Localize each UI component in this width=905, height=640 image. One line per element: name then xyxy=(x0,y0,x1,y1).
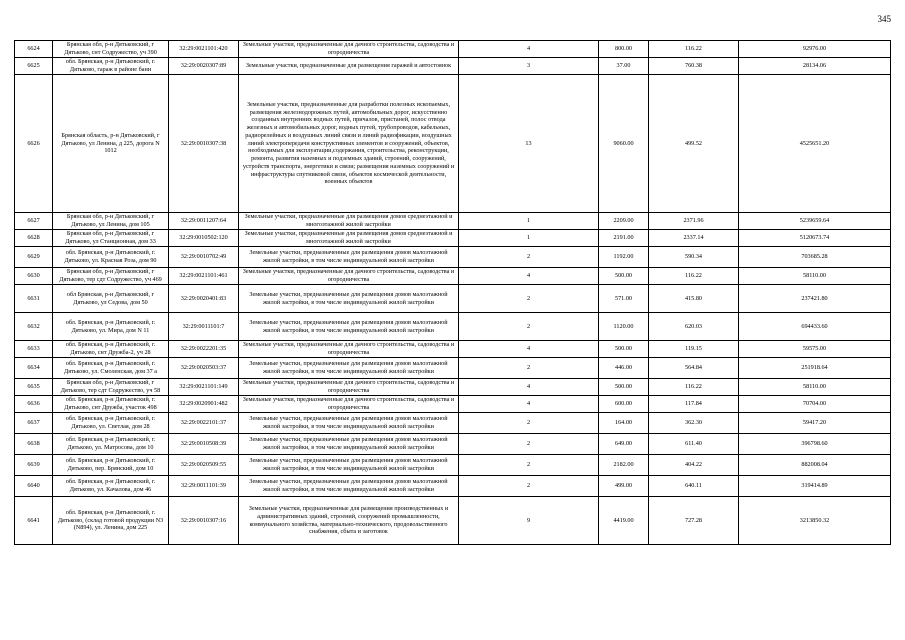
specific-value-cell: 640.11 xyxy=(649,476,739,497)
land-use-cell: Земельные участки, предназначенные для дачного строительства, садоводства и огородничества xyxy=(239,341,459,358)
group-cell: 2 xyxy=(459,455,599,476)
cadastral-value-cell: 4525651.20 xyxy=(739,75,891,213)
area-cell: 500.00 xyxy=(599,341,649,358)
specific-value-cell: 415.80 xyxy=(649,285,739,313)
cadastral-value-cell: 5120673.74 xyxy=(739,230,891,247)
address-cell: обл. Брянская, р-н Дятьковский, г. Дятьково, ул. Матросова, дом 10 xyxy=(53,434,169,455)
specific-value-cell: 362.30 xyxy=(649,413,739,434)
row-number: 6641 xyxy=(15,497,53,545)
row-number: 6639 xyxy=(15,455,53,476)
land-use-cell: Земельные участки, предназначенные для размещения домов малоэтажной жилой застройки, в том числе индивидуальной жилой застройки xyxy=(239,476,459,497)
group-cell: 2 xyxy=(459,247,599,268)
specific-value-cell: 2337.14 xyxy=(649,230,739,247)
address-cell: Брянская обл, р-н Дятьковский, г Дятьково, тер сдт Содружество, уч 469 xyxy=(53,268,169,285)
table-row xyxy=(15,455,891,476)
cadastral-number-cell: 32:29:0020503:37 xyxy=(169,358,239,379)
area-cell: 446.00 xyxy=(599,358,649,379)
land-use-cell: Земельные участки, предназначенные для размещения домов среднеэтажной и многоэтажной жилой застройки xyxy=(239,230,459,247)
area-cell: 1192.00 xyxy=(599,247,649,268)
cadastral-value-cell: 3213850.32 xyxy=(739,497,891,545)
address-cell: обл. Брянская, р-н Дятьковский, г. Дятьково, ул. Смоленская, дом 37 а xyxy=(53,358,169,379)
specific-value-cell: 117.84 xyxy=(649,396,739,413)
group-cell: 2 xyxy=(459,413,599,434)
specific-value-cell: 760.38 xyxy=(649,58,739,75)
cadastral-value-cell: 319414.89 xyxy=(739,476,891,497)
group-cell: 9 xyxy=(459,497,599,545)
cadastral-number-cell: 32:29:0011101:39 xyxy=(169,476,239,497)
row-number: 6625 xyxy=(15,58,53,75)
address-cell: обл Брянская, р-н Дятьковский, г Дятьково, ул Седова, дом 50 xyxy=(53,285,169,313)
cadastral-number-cell: 32:29:0022201:35 xyxy=(169,341,239,358)
specific-value-cell: 404.22 xyxy=(649,455,739,476)
area-cell: 164.00 xyxy=(599,413,649,434)
cadastral-value-cell: 251918.64 xyxy=(739,358,891,379)
cadastral-value-cell: 882008.04 xyxy=(739,455,891,476)
land-use-cell: Земельные участки, предназначенные для дачного строительства, садоводства и огородничества xyxy=(239,41,459,58)
cadastral-value-cell: 92976.00 xyxy=(739,41,891,58)
group-cell: 3 xyxy=(459,58,599,75)
row-number: 6638 xyxy=(15,434,53,455)
group-cell: 2 xyxy=(459,476,599,497)
table-row xyxy=(15,497,891,545)
area-cell: 500.00 xyxy=(599,268,649,285)
cadastral-number-cell: 32:29:0022101:37 xyxy=(169,413,239,434)
address-cell: обл. Брянская, р-н Дятьковский, г. Дятьково, ул. Светлая, дом 28 xyxy=(53,413,169,434)
address-cell: обл. Брянская, р-н Дятьковский, г. Дятьково, пер. Брянский, дом 10 xyxy=(53,455,169,476)
row-number: 6630 xyxy=(15,268,53,285)
cadastral-number-cell: 32:29:0021101:149 xyxy=(169,379,239,396)
group-cell: 2 xyxy=(459,434,599,455)
area-cell: 2209.00 xyxy=(599,213,649,230)
area-cell: 37.00 xyxy=(599,58,649,75)
address-cell: обл. Брянская, р-н Дятьковский, г. Дятьково, ул. Красная Роза, дом 90 xyxy=(53,247,169,268)
table-row xyxy=(15,396,891,413)
land-use-cell: Земельные участки, предназначенные для размещения домов малоэтажной жилой застройки, в том числе индивидуальной жилой застройки xyxy=(239,285,459,313)
land-use-cell: Земельные участки, предназначенные для дачного строительства, садоводства и огородничества xyxy=(239,396,459,413)
land-use-cell: Земельные участки, предназначенные для дачного строительства, садоводства и огородничества xyxy=(239,379,459,396)
cadastral-number-cell: 32:29:0011207:64 xyxy=(169,213,239,230)
cadastral-value-cell: 694433.60 xyxy=(739,313,891,341)
row-number: 6634 xyxy=(15,358,53,379)
table-row xyxy=(15,413,891,434)
specific-value-cell: 119.15 xyxy=(649,341,739,358)
address-cell: Брянская обл, р-н Дятьковский, г Дятьково, снт Содружество, уч 390 xyxy=(53,41,169,58)
land-use-cell: Земельные участки, предназначенные для размещения домов малоэтажной жилой застройки, в том числе индивидуальной жилой застройки xyxy=(239,358,459,379)
row-number: 6635 xyxy=(15,379,53,396)
cadastral-value-cell: 59575.00 xyxy=(739,341,891,358)
address-cell: обл. Брянская, р-н Дятьковский, г. Дятьково, гараж в районе бани xyxy=(53,58,169,75)
table-row xyxy=(15,285,891,313)
specific-value-cell: 116.22 xyxy=(649,41,739,58)
area-cell: 1120.00 xyxy=(599,313,649,341)
land-use-cell: Земельные участки, предназначенные для размещения домов малоэтажной жилой застройки, в том числе индивидуальной жилой застройки xyxy=(239,313,459,341)
cadastral-number-cell: 32:29:0010307:38 xyxy=(169,75,239,213)
address-cell: обл. Брянская, р-н Дятьковский, г. Дятьково, снт Дружба-2, уч 28 xyxy=(53,341,169,358)
land-use-cell: Земельные участки, предназначенные для размещения производственных и административных зданий, строений, сооружений промышленности, коммунального хозяйства, материально-технического, продовольственного снабжения, сбыта и заготовок xyxy=(239,497,459,545)
table-row xyxy=(15,341,891,358)
table-row xyxy=(15,434,891,455)
area-cell: 649.00 xyxy=(599,434,649,455)
cadastral-number-cell: 32:29:0020307:89 xyxy=(169,58,239,75)
group-cell: 2 xyxy=(459,358,599,379)
land-use-cell: Земельные участки, предназначенные для размещения гаражей и автостоянок xyxy=(239,58,459,75)
group-cell: 2 xyxy=(459,313,599,341)
address-cell: Брянская обл, р-н Дятьковский, г Дятьково, ул Ленина, дом 105 xyxy=(53,213,169,230)
cadastral-value-cell: 5239659.64 xyxy=(739,213,891,230)
group-cell: 4 xyxy=(459,41,599,58)
specific-value-cell: 590.34 xyxy=(649,247,739,268)
group-cell: 4 xyxy=(459,396,599,413)
row-number: 6629 xyxy=(15,247,53,268)
cadastral-value-cell: 28134.06 xyxy=(739,58,891,75)
address-cell: обл. Брянская, р-н Дятьковский, г. Дятьково, ул. Мира, дом N 11 xyxy=(53,313,169,341)
table-row xyxy=(15,247,891,268)
row-number: 6624 xyxy=(15,41,53,58)
address-cell: Брянская обл, р-н Дятьковский, г Дятьково, ул Станционная, дом 33 xyxy=(53,230,169,247)
cadastral-number-cell: 32:29:0010702:49 xyxy=(169,247,239,268)
group-cell: 2 xyxy=(459,285,599,313)
cadastral-value-table xyxy=(14,40,891,545)
cadastral-number-cell: 32:29:0021101:420 xyxy=(169,41,239,58)
row-number: 6632 xyxy=(15,313,53,341)
group-cell: 4 xyxy=(459,379,599,396)
table-row xyxy=(15,268,891,285)
cadastral-number-cell: 32:29:0021101:461 xyxy=(169,268,239,285)
row-number: 6636 xyxy=(15,396,53,413)
area-cell: 571.00 xyxy=(599,285,649,313)
cadastral-number-cell: 32:29:0010307:16 xyxy=(169,497,239,545)
group-cell: 4 xyxy=(459,268,599,285)
area-cell: 4419.00 xyxy=(599,497,649,545)
table-row xyxy=(15,58,891,75)
row-number: 6626 xyxy=(15,75,53,213)
group-cell: 13 xyxy=(459,75,599,213)
table-body xyxy=(15,41,891,545)
cadastral-value-cell: 237421.80 xyxy=(739,285,891,313)
cadastral-value-cell: 58110.00 xyxy=(739,268,891,285)
land-use-cell: Земельные участки, предназначенные для размещения домов малоэтажной жилой застройки, в том числе индивидуальной жилой застройки xyxy=(239,247,459,268)
cadastral-number-cell: 32:29:0010502:120 xyxy=(169,230,239,247)
row-number: 6631 xyxy=(15,285,53,313)
row-number: 6627 xyxy=(15,213,53,230)
area-cell: 2191.00 xyxy=(599,230,649,247)
area-cell: 2182.00 xyxy=(599,455,649,476)
cadastral-value-cell: 70704.00 xyxy=(739,396,891,413)
address-cell: Брянская обл, р-н Дятьковский, г Дятьково, тер сдт Содружество, уч 58 xyxy=(53,379,169,396)
address-cell: Брянская область, р-н Дятьковский, г Дятьково, ул Ленина, д 225, дорога N 1012 xyxy=(53,75,169,213)
land-use-cell: Земельные участки, предназначенные для размещения домов малоэтажной жилой застройки, в том числе индивидуальной жилой застройки xyxy=(239,413,459,434)
area-cell: 800.00 xyxy=(599,41,649,58)
specific-value-cell: 116.22 xyxy=(649,268,739,285)
table-row xyxy=(15,230,891,247)
cadastral-number-cell: 32:29:0020401:83 xyxy=(169,285,239,313)
land-use-cell: Земельные участки, предназначенные для размещения домов среднеэтажной и многоэтажной жилой застройки xyxy=(239,213,459,230)
row-number: 6633 xyxy=(15,341,53,358)
address-cell: обл. Брянская, р-н Дятьковский, г. Дятьково, (склад готовой продукции N3 (N894), ул. Ленина, дом 225 xyxy=(53,497,169,545)
table-row xyxy=(15,358,891,379)
table-row xyxy=(15,75,891,213)
land-use-cell: Земельные участки, предназначенные для размещения домов малоэтажной жилой застройки, в том числе индивидуальной жилой застройки xyxy=(239,455,459,476)
cadastral-number-cell: 32:29:0010508:39 xyxy=(169,434,239,455)
cadastral-value-cell: 58110.00 xyxy=(739,379,891,396)
area-cell: 9060.00 xyxy=(599,75,649,213)
table-row xyxy=(15,476,891,497)
cadastral-number-cell: 32:29:0020901:482 xyxy=(169,396,239,413)
table-row xyxy=(15,213,891,230)
cadastral-value-cell: 59417.20 xyxy=(739,413,891,434)
table-row xyxy=(15,41,891,58)
area-cell: 600.00 xyxy=(599,396,649,413)
specific-value-cell: 2371.96 xyxy=(649,213,739,230)
specific-value-cell: 727.28 xyxy=(649,497,739,545)
row-number: 6637 xyxy=(15,413,53,434)
group-cell: 4 xyxy=(459,341,599,358)
land-use-cell: Земельные участки, предназначенные для дачного строительства, садоводства и огородничества xyxy=(239,268,459,285)
specific-value-cell: 620.03 xyxy=(649,313,739,341)
specific-value-cell: 116.22 xyxy=(649,379,739,396)
cadastral-number-cell: 32:29:0020509:55 xyxy=(169,455,239,476)
row-number: 6640 xyxy=(15,476,53,497)
table-row xyxy=(15,379,891,396)
table-row xyxy=(15,313,891,341)
address-cell: обл. Брянская, р-н Дятьковский, г. Дятьково, снт Дружба, участок 498 xyxy=(53,396,169,413)
group-cell: 1 xyxy=(459,230,599,247)
specific-value-cell: 611.40 xyxy=(649,434,739,455)
area-cell: 500.00 xyxy=(599,379,649,396)
land-use-cell: Земельные участки, предназначенные для разработки полезных ископаемых, размещения железнодорожных путей, автомобильных дорог, искусственно созданных внутренних водных путей, причалов, пристаней, полос отвода железных и автомобильных дорог, водных путей, трубопроводов, кабельных, радиорелейных и воздушных линий связи и линий радиофикации, воздушных линий электропередачи конструктивных элементов и сооружений, объектов, необходимых для эксплуатации,содержания, строительства, реконструкции, ремонта, развития наземных и подземных зданий, строений, сооружений, устройств транспорта, энергетики и связи; размещения наземных сооружений и инфраструктуры спутниковой связи, объектов космической деятельности, военных объектов xyxy=(239,75,459,213)
group-cell: 1 xyxy=(459,213,599,230)
specific-value-cell: 564.84 xyxy=(649,358,739,379)
row-number: 6628 xyxy=(15,230,53,247)
cadastral-number-cell: 32:29:0011101:7 xyxy=(169,313,239,341)
cadastral-value-cell: 396798.60 xyxy=(739,434,891,455)
page-number: 345 xyxy=(877,14,891,24)
area-cell: 499.00 xyxy=(599,476,649,497)
specific-value-cell: 499.52 xyxy=(649,75,739,213)
cadastral-value-cell: 703685.28 xyxy=(739,247,891,268)
land-use-cell: Земельные участки, предназначенные для размещения домов малоэтажной жилой застройки, в том числе индивидуальной жилой застройки xyxy=(239,434,459,455)
address-cell: обл. Брянская, р-н Дятьковский, г. Дятьково, ул. Качалова, дом 46 xyxy=(53,476,169,497)
